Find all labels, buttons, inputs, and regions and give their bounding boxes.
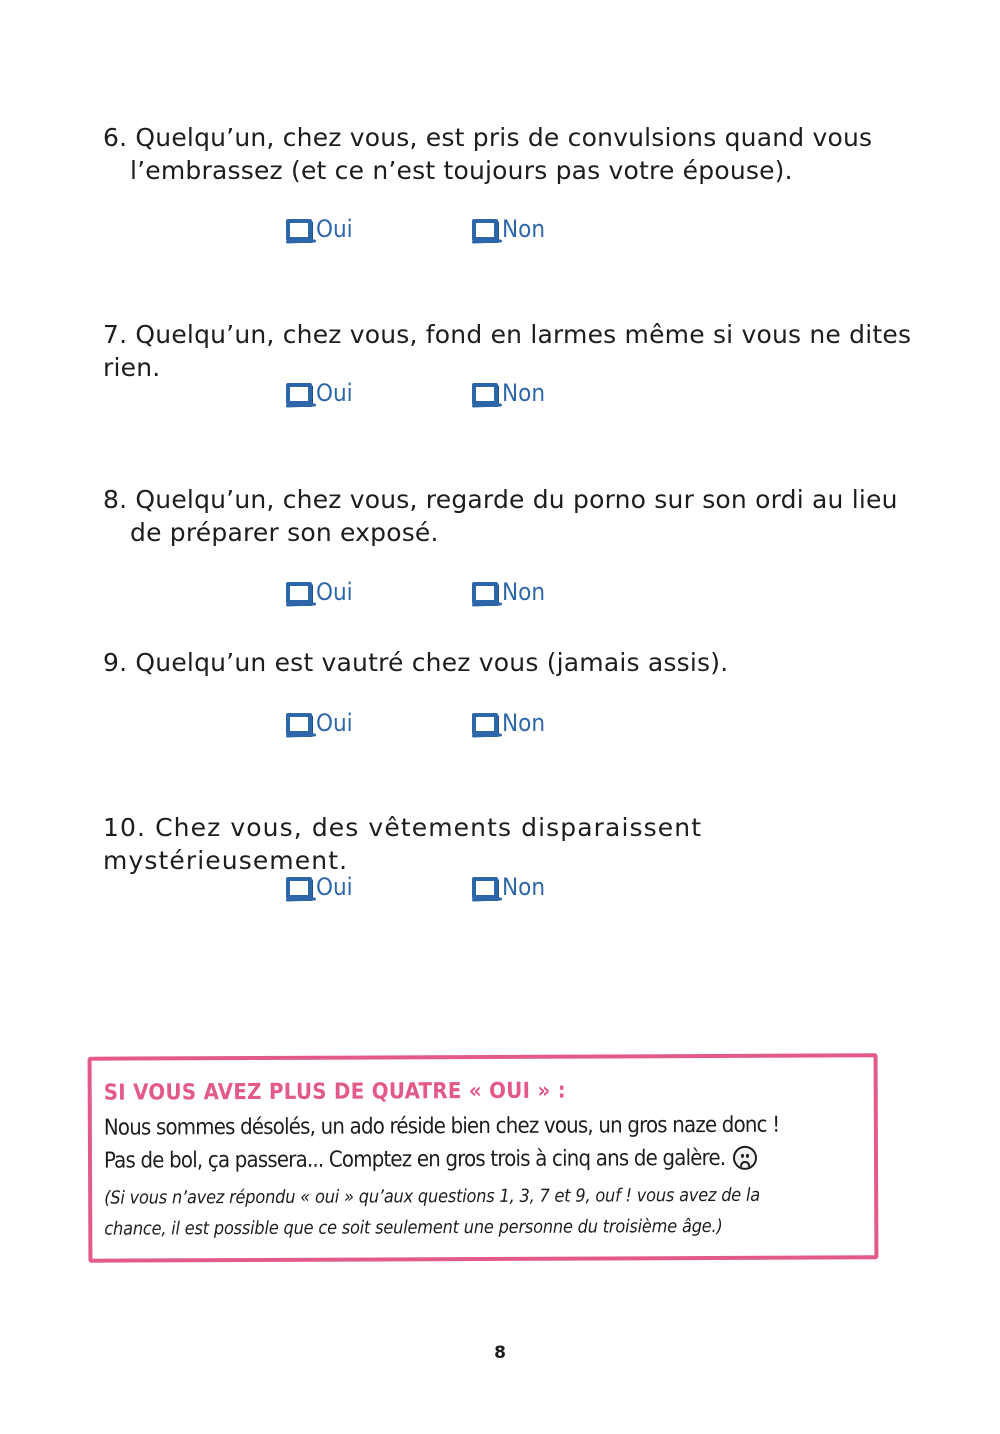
result-note	[104, 1179, 874, 1244]
question-line-1: Quelqu’un, chez vous, est pris de convulsions quand vous	[135, 123, 873, 152]
result-note-line-1: (Si vous n’avez répondu « oui » qu’aux questions 1, 3, 7 et 9, ouf ! vous avez de la	[104, 1184, 761, 1209]
answer-non-label: Non	[502, 578, 546, 606]
question-line-1: Chez vous, des vêtements disparaissent mystérieusement.	[103, 813, 703, 875]
question-10	[103, 811, 923, 901]
checkbox-icon	[472, 582, 498, 604]
answer-non-checkbox[interactable]	[472, 711, 545, 735]
answer-non-checkbox[interactable]	[472, 875, 545, 899]
answer-non-label: Non	[502, 379, 546, 407]
checkbox-icon	[472, 877, 498, 899]
question-number: 6.	[103, 123, 128, 152]
question-line-1: Quelqu’un, chez vous, fond en larmes même si vous ne dites rien.	[103, 320, 912, 382]
checkbox-icon	[286, 713, 312, 735]
checkbox-icon	[286, 219, 312, 241]
answer-non-label: Non	[502, 709, 546, 737]
question-line-1: Quelqu’un, chez vous, regarde du porno sur son ordi au lieu	[135, 485, 898, 514]
result-box	[88, 1053, 879, 1262]
question-text	[103, 646, 923, 679]
checkbox-icon	[286, 582, 312, 604]
answer-oui-checkbox[interactable]	[286, 875, 353, 899]
answer-non-checkbox[interactable]	[472, 217, 545, 241]
checkbox-icon	[286, 877, 312, 899]
sad-face-icon	[733, 1146, 757, 1170]
question-number: 10.	[103, 813, 147, 842]
checkbox-icon	[472, 219, 498, 241]
result-note-line-2: chance, il est possible que ce soit seulement une personne du troisième âge.)	[104, 1215, 723, 1240]
result-title: SI VOUS AVEZ PLUS DE QUATRE « OUI » :	[103, 1078, 566, 1106]
result-line-2-wrap	[104, 1146, 757, 1174]
question-9	[103, 646, 923, 737]
answer-oui-label: Oui	[316, 379, 353, 407]
answer-oui-checkbox[interactable]	[286, 381, 353, 405]
question-6	[103, 121, 923, 243]
checkbox-icon	[472, 713, 498, 735]
answer-oui-checkbox[interactable]	[286, 217, 353, 241]
question-line-2: de préparer son exposé.	[130, 518, 439, 547]
answer-non-label: Non	[502, 215, 546, 243]
question-7	[103, 318, 923, 407]
answer-non-checkbox[interactable]	[472, 580, 545, 604]
answer-oui-label: Oui	[316, 215, 353, 243]
question-number: 8.	[103, 485, 128, 514]
answer-oui-label: Oui	[316, 578, 353, 606]
answer-non-checkbox[interactable]	[472, 381, 545, 405]
question-text	[103, 483, 923, 549]
answer-oui-checkbox[interactable]	[286, 580, 353, 604]
answer-non-label: Non	[502, 873, 546, 901]
page-number: 8	[494, 1343, 506, 1363]
question-8	[103, 483, 923, 606]
result-line-1: Nous sommes désolés, un ado réside bien chez vous, un gros naze donc !	[103, 1112, 780, 1141]
answer-oui-label: Oui	[316, 873, 353, 901]
checkbox-icon	[286, 383, 312, 405]
result-line-2: Pas de bol, ça passera... Comptez en gros trois à cinq ans de galère.	[103, 1145, 726, 1174]
question-text	[103, 318, 923, 384]
question-text	[103, 811, 923, 877]
checkbox-icon	[472, 383, 498, 405]
question-text	[103, 121, 923, 187]
question-line-1: Quelqu’un est vautré chez vous (jamais assis).	[135, 648, 729, 677]
answer-oui-checkbox[interactable]	[286, 711, 353, 735]
question-number: 9.	[103, 648, 128, 677]
answer-oui-label: Oui	[316, 709, 353, 737]
question-line-2: l’embrassez (et ce n’est toujours pas votre épouse).	[130, 156, 793, 185]
question-number: 7.	[103, 320, 128, 349]
